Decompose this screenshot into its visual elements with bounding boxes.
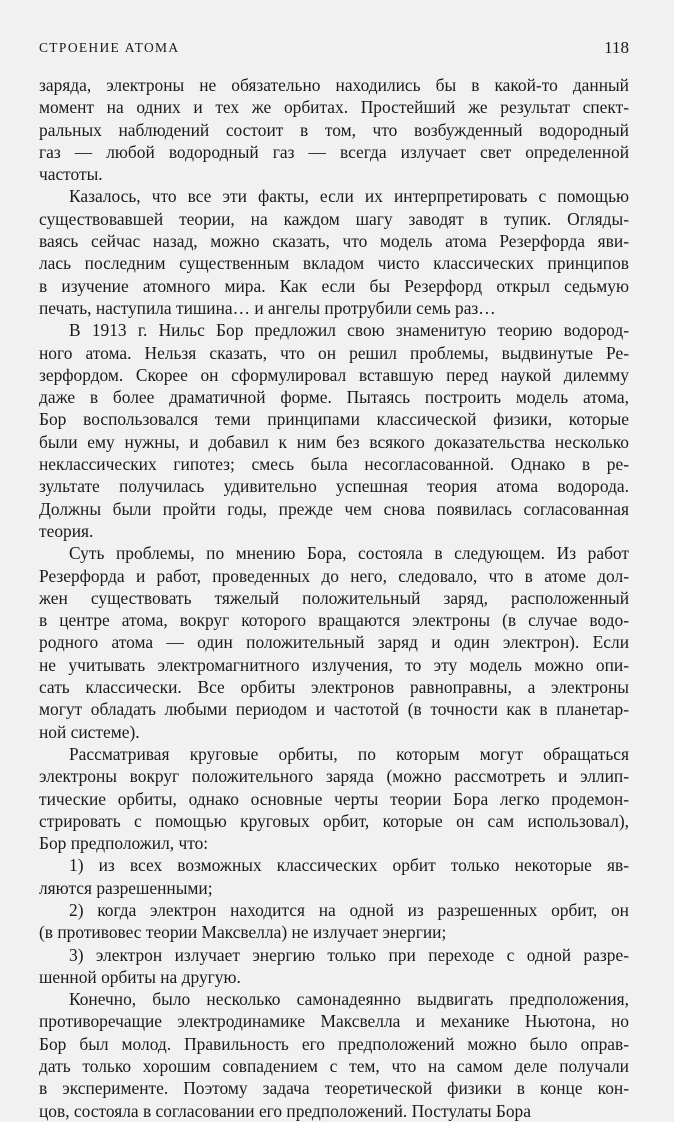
text-line: 1) из всех возможных классических орбит только некоторые яв-: [69, 855, 629, 876]
text-line: ной системе).: [39, 721, 140, 742]
text-line: лась последним существенным вкладом чисто классических принципов: [39, 253, 629, 274]
text-line: не учитывать электромагнитного излучения, то эту модель можно опи-: [39, 654, 629, 675]
text-line: тические орбиты, однако основные черты теории Бора легко продемон-: [39, 788, 629, 809]
running-title: СТРОЕНИЕ АТОМА: [39, 40, 180, 55]
text-line: электроны вокруг положительного заряда (можно рассмотреть и эллип-: [39, 766, 629, 787]
text-line: Резерфорда и работ, проведенных до него, следовало, что в атоме дол-: [39, 565, 629, 586]
text-line: ляются разрешенными;: [39, 877, 213, 898]
text-line: родного атома — один положительный заряд и один электрон). Если: [39, 632, 629, 653]
text-line: Конечно, было несколько самонадеянно выдвигать предположения,: [69, 989, 629, 1010]
text-line: момент на одних и тех же орбитах. Простейший же результат спект-: [39, 97, 629, 118]
text-line: ного атома. Нельзя сказать, что он решил проблемы, выдвинутые Ре-: [39, 342, 629, 363]
text-line: газ — любой водородный газ — всегда излучает свет определенной: [39, 141, 629, 162]
text-line: неклассических гипотез; смесь была несогласованной. Однако в ре-: [39, 454, 629, 475]
text-line: В 1913 г. Нильс Бор предложил свою знаменитую теорию водород-: [69, 320, 629, 341]
body-text: [39, 74, 629, 1122]
text-line: 2) когда электрон находится на одной из разрешенных орбит, он: [69, 899, 629, 920]
text-line: шенной орбиты на другую.: [39, 966, 241, 987]
text-line: Суть проблемы, по мнению Бора, состояла в следующем. Из работ: [69, 543, 629, 564]
text-line: даже в более драматичной форме. Пытаясь построить модель атома,: [39, 387, 629, 408]
text-line: Бор был молод. Правильность его предположений можно было оправ-: [39, 1033, 629, 1054]
text-line: Казалось, что все эти факты, если их интерпретировать с помощью: [69, 186, 629, 207]
text-line: противоречащие электродинамике Максвелла и механике Ньютона, но: [39, 1011, 629, 1032]
text-line: существовавшей теории, на каждом шагу заводят в тупик. Огляды-: [39, 208, 629, 229]
text-line: (в противовес теории Максвелла) не излучает энергии;: [39, 922, 447, 943]
text-line: зерфордом. Скорее он сформулировал вставшую перед наукой дилемму: [39, 364, 629, 385]
text-line: Бор воспользовался теми принципами классической физики, которые: [39, 409, 629, 430]
text-line: Должны были пройти годы, прежде чем снова появилась согласованная: [39, 498, 629, 519]
text-line: в изучение атомного мира. Как если бы Резерфорд открыл седьмую: [39, 275, 629, 296]
text-line: ральных наблюдений состоит в том, что возбужденный водородный: [39, 119, 629, 140]
text-line: в эксперименте. Поэтому задача теоретической физики в конце кон-: [39, 1078, 629, 1099]
text-line: печать, наступила тишина… и ангелы протрубили семь раз…: [39, 297, 496, 318]
page-number: 118: [604, 38, 629, 57]
text-line: теория.: [39, 520, 94, 541]
text-line: стрировать с помощью круговых орбит, которые он сам использовал),: [39, 810, 629, 831]
text-line: ваясь сейчас назад, можно сказать, что модель атома Резерфорда яви-: [39, 231, 629, 252]
text-line: жен существовать тяжелый положительный заряд, расположенный: [39, 587, 629, 608]
text-line: дать только хорошим совпадением с тем, что на самом деле получали: [39, 1056, 629, 1077]
text-line: Рассматривая круговые орбиты, по которым могут обращаться: [69, 743, 629, 764]
text-line: Бор предположил, что:: [39, 833, 209, 854]
text-line: зультате получилась удивительно успешная теория атома водорода.: [39, 476, 629, 497]
text-line: сать классически. Все орбиты электронов равноправны, а электроны: [39, 677, 629, 698]
text-line: в центре атома, вокруг которого вращаются электроны (в случае водо-: [39, 610, 629, 631]
text-line: частоты.: [39, 164, 103, 185]
page-header: [39, 38, 629, 60]
text-line: цов, состояла в согласовании его предположений. Постулаты Бора: [39, 1100, 531, 1121]
text-line: были ему нужны, и добавил к ним без всякого доказательства несколько: [39, 431, 629, 452]
text-line: заряда, электроны не обязательно находились бы в какой-то данный: [39, 75, 629, 95]
text-line: 3) электрон излучает энергию только при переходе с одной разре-: [69, 944, 629, 965]
text-line: могут обладать любыми периодом и частотой (в точности как в планетар-: [39, 699, 629, 720]
